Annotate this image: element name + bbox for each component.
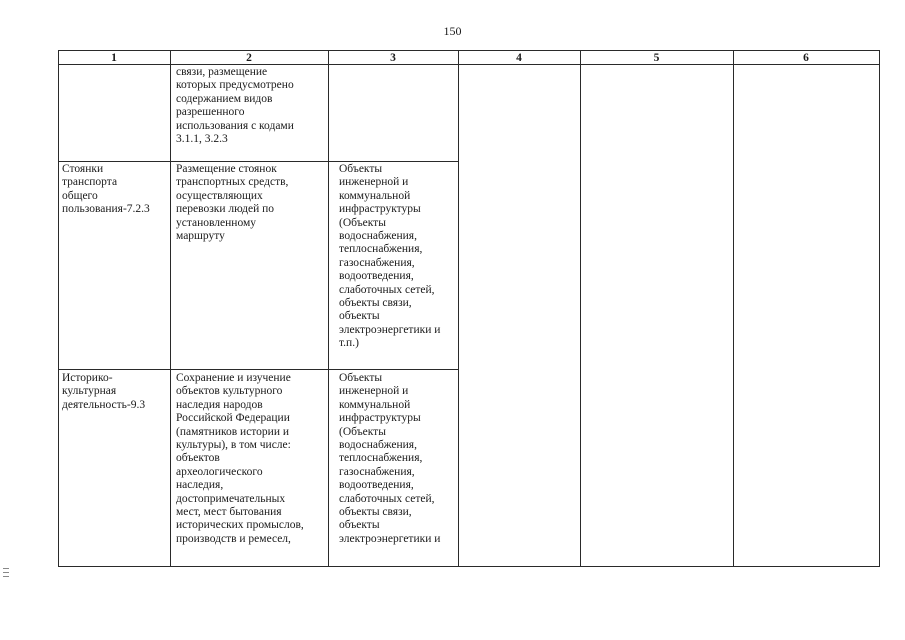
row-divider [58,161,458,162]
column-border [458,50,459,567]
table-cell: Объекты инженерной и коммунальной инфраструктуры (Объекты водоснабжения, теплоснабжения, газоснабжения, водоотведения, слаботочных сетей, объекты связи, объекты электроэнергетики и т.п.) [339,163,441,350]
column-header-6: 6 [803,52,809,64]
table-top-border [58,50,880,51]
row-divider [58,369,458,370]
table-cell: Объекты инженерной и коммунальной инфраструктуры (Объекты водоснабжения, теплоснабжения, газоснабжения, водоотведения, слаботочных сетей, объекты связи, объекты электроэнергетики и [339,372,441,545]
column-border [58,50,59,567]
page-number: 150 [443,24,462,38]
scan-margin-mark [3,568,9,580]
column-header-5: 5 [653,52,660,64]
column-border [879,50,880,567]
table-cell: Размещение стоянок транспортных средств, осуществляющих перевозки людей по установленному маршруту [176,163,289,243]
table-cell: Историко- культурная деятельность-9.3 [62,372,146,411]
land-use-table [58,50,881,570]
column-border [580,50,581,567]
column-header-4: 4 [516,52,522,64]
table-cell: связи, размещение которых предусмотрено содержанием видов разрешенного использования с кодами 3.1.1, 3.2.3 [176,66,294,146]
table-cell: Стоянки транспорта общего пользования-7.2.3 [62,163,150,216]
column-border [733,50,734,567]
header-bottom-border [58,64,880,65]
table-cell: Сохранение и изучение объектов культурного наследия народов Российской Федерации (памятников истории и культуры), в том числе: объектов археологического наследия, достопримечательных мест, мест бытования исторических промыслов, производств и ремесел, [176,372,304,545]
column-border [328,50,329,567]
column-border [170,50,171,567]
column-header-1: 1 [111,52,117,64]
table-bottom-border [58,566,880,567]
column-header-3: 3 [390,52,396,64]
column-header-2: 2 [246,52,252,64]
